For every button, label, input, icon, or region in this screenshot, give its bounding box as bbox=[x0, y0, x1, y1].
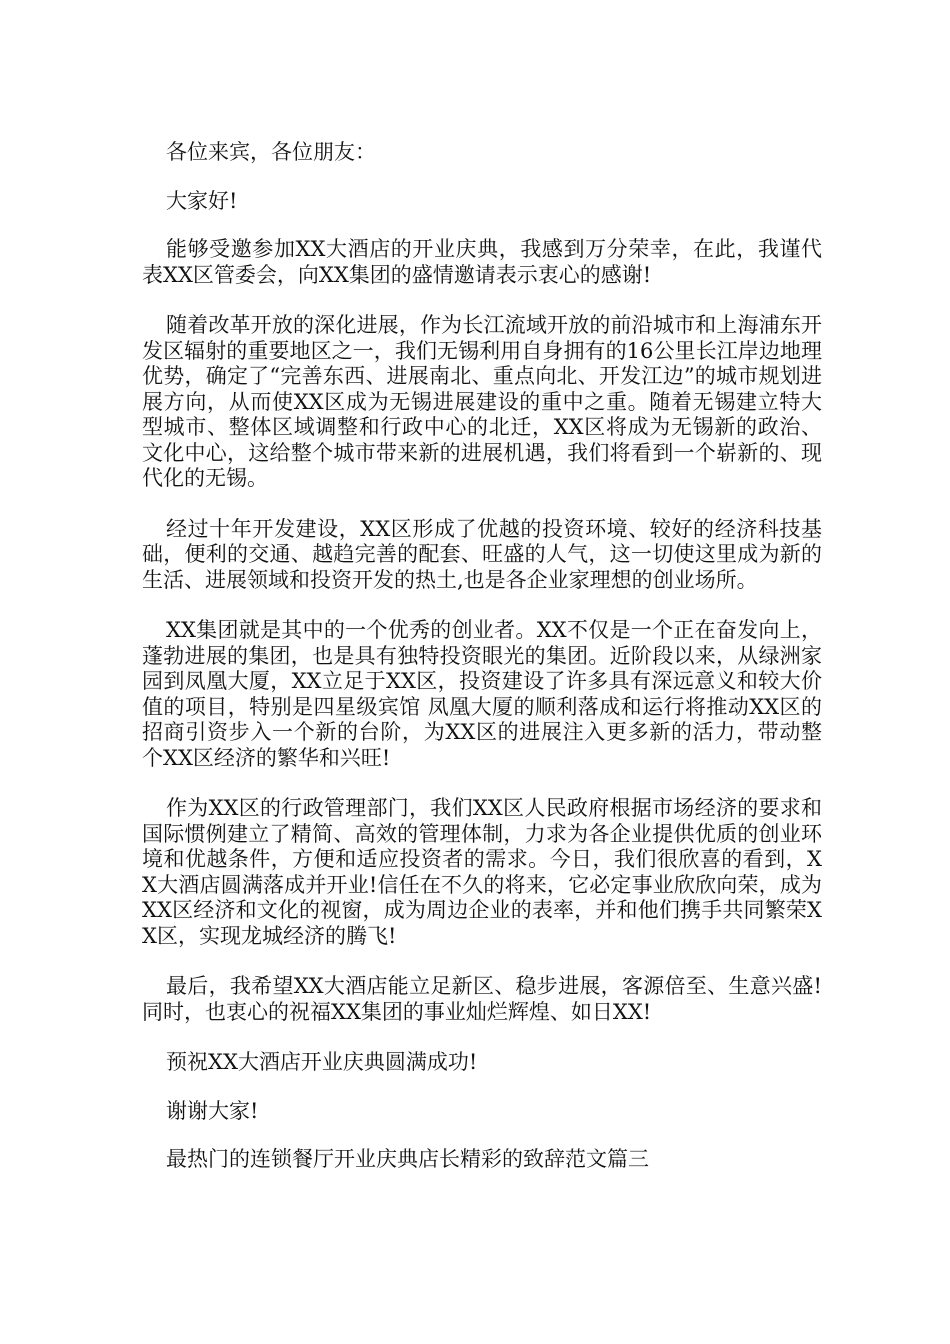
document-body bbox=[142, 140, 822, 1196]
wish-line: 预祝XX大酒店开业庆典圆满成功! bbox=[166, 1050, 478, 1074]
paragraph-closing: 最后，我希望XX大酒店能立足新区、稳步进展，客源倍至、生意兴盛!同时，也衷心的祝福XX集团的事业灿烂辉煌、如日XX! bbox=[142, 974, 822, 1024]
thanks-line: 谢谢大家! bbox=[166, 1098, 259, 1123]
paragraph-honor: 能够受邀参加XX大酒店的开业庆典，我感到万分荣幸，在此，我谨代表XX区管委会，向XX集团的盛情邀请表示衷心的感谢! bbox=[142, 237, 822, 287]
paragraph-group: XX集团就是其中的一个优秀的创业者。XX不仅是一个正在奋发向上，蓬勃进展的集团，也是具有独特投资眼光的集团。近阶段以来，从绿洲家园到凤凰大厦，XX立足于XX区，投资建设了许多具有深远意义和较大价值的项目，特别是四星级宾馆 凤凰大厦的顺利落成和运行将推动XX区的招商引资步入一个新的台阶，为XX区的进展注入更多新的活力，带动整个XX区经济的繁华和兴旺! bbox=[142, 618, 822, 770]
paragraph-administration: 作为XX区的行政管理部门，我们XX区人民政府根据市场经济的要求和国际惯例建立了精简、高效的管理体制，力求为各企业提供优质的创业环境和优越条件，方便和适应投资者的需求。今日，我们很欣喜的看到，XX大酒店圆满落成并开业!信任在不久的将来，它必定事业欣欣向荣，成为XX区经济和文化的视窗，成为周边企业的表率，并和他们携手共同繁荣XX区，实现龙城经济的腾飞! bbox=[142, 796, 822, 948]
paragraph-construction: 经过十年开发建设，XX区形成了优越的投资环境、较好的经济科技基础，便利的交通、越趋完善的配套、旺盛的人气，这一切使这里成为新的生活、进展领域和投资开发的热土,也是各企业家理想的创业场所。 bbox=[142, 516, 822, 592]
paragraph-development: 随着改革开放的深化进展，作为长江流域开放的前沿城市和上海浦东开发区辐射的重要地区之一，我们无锡利用自身拥有的16公里长江岸边地理优势，确定了“完善东西、进展南北、重点向北、开发江边”的城市规划进展方向，从而使XX区成为无锡进展建设的重中之重。随着无锡建立特大型城市、整体区域调整和行政中心的北迁，XX区将成为无锡新的政治、文化中心，这给整个城市带来新的进展机遇，我们将看到一个崭新的、现代化的无锡。 bbox=[142, 313, 822, 490]
hello-line: 大家好! bbox=[166, 188, 238, 213]
next-section-title: 最热门的连锁餐厅开业庆典店长精彩的致辞范文篇三 bbox=[166, 1147, 649, 1171]
greeting-line: 各位来宾，各位朋友： bbox=[166, 140, 376, 164]
